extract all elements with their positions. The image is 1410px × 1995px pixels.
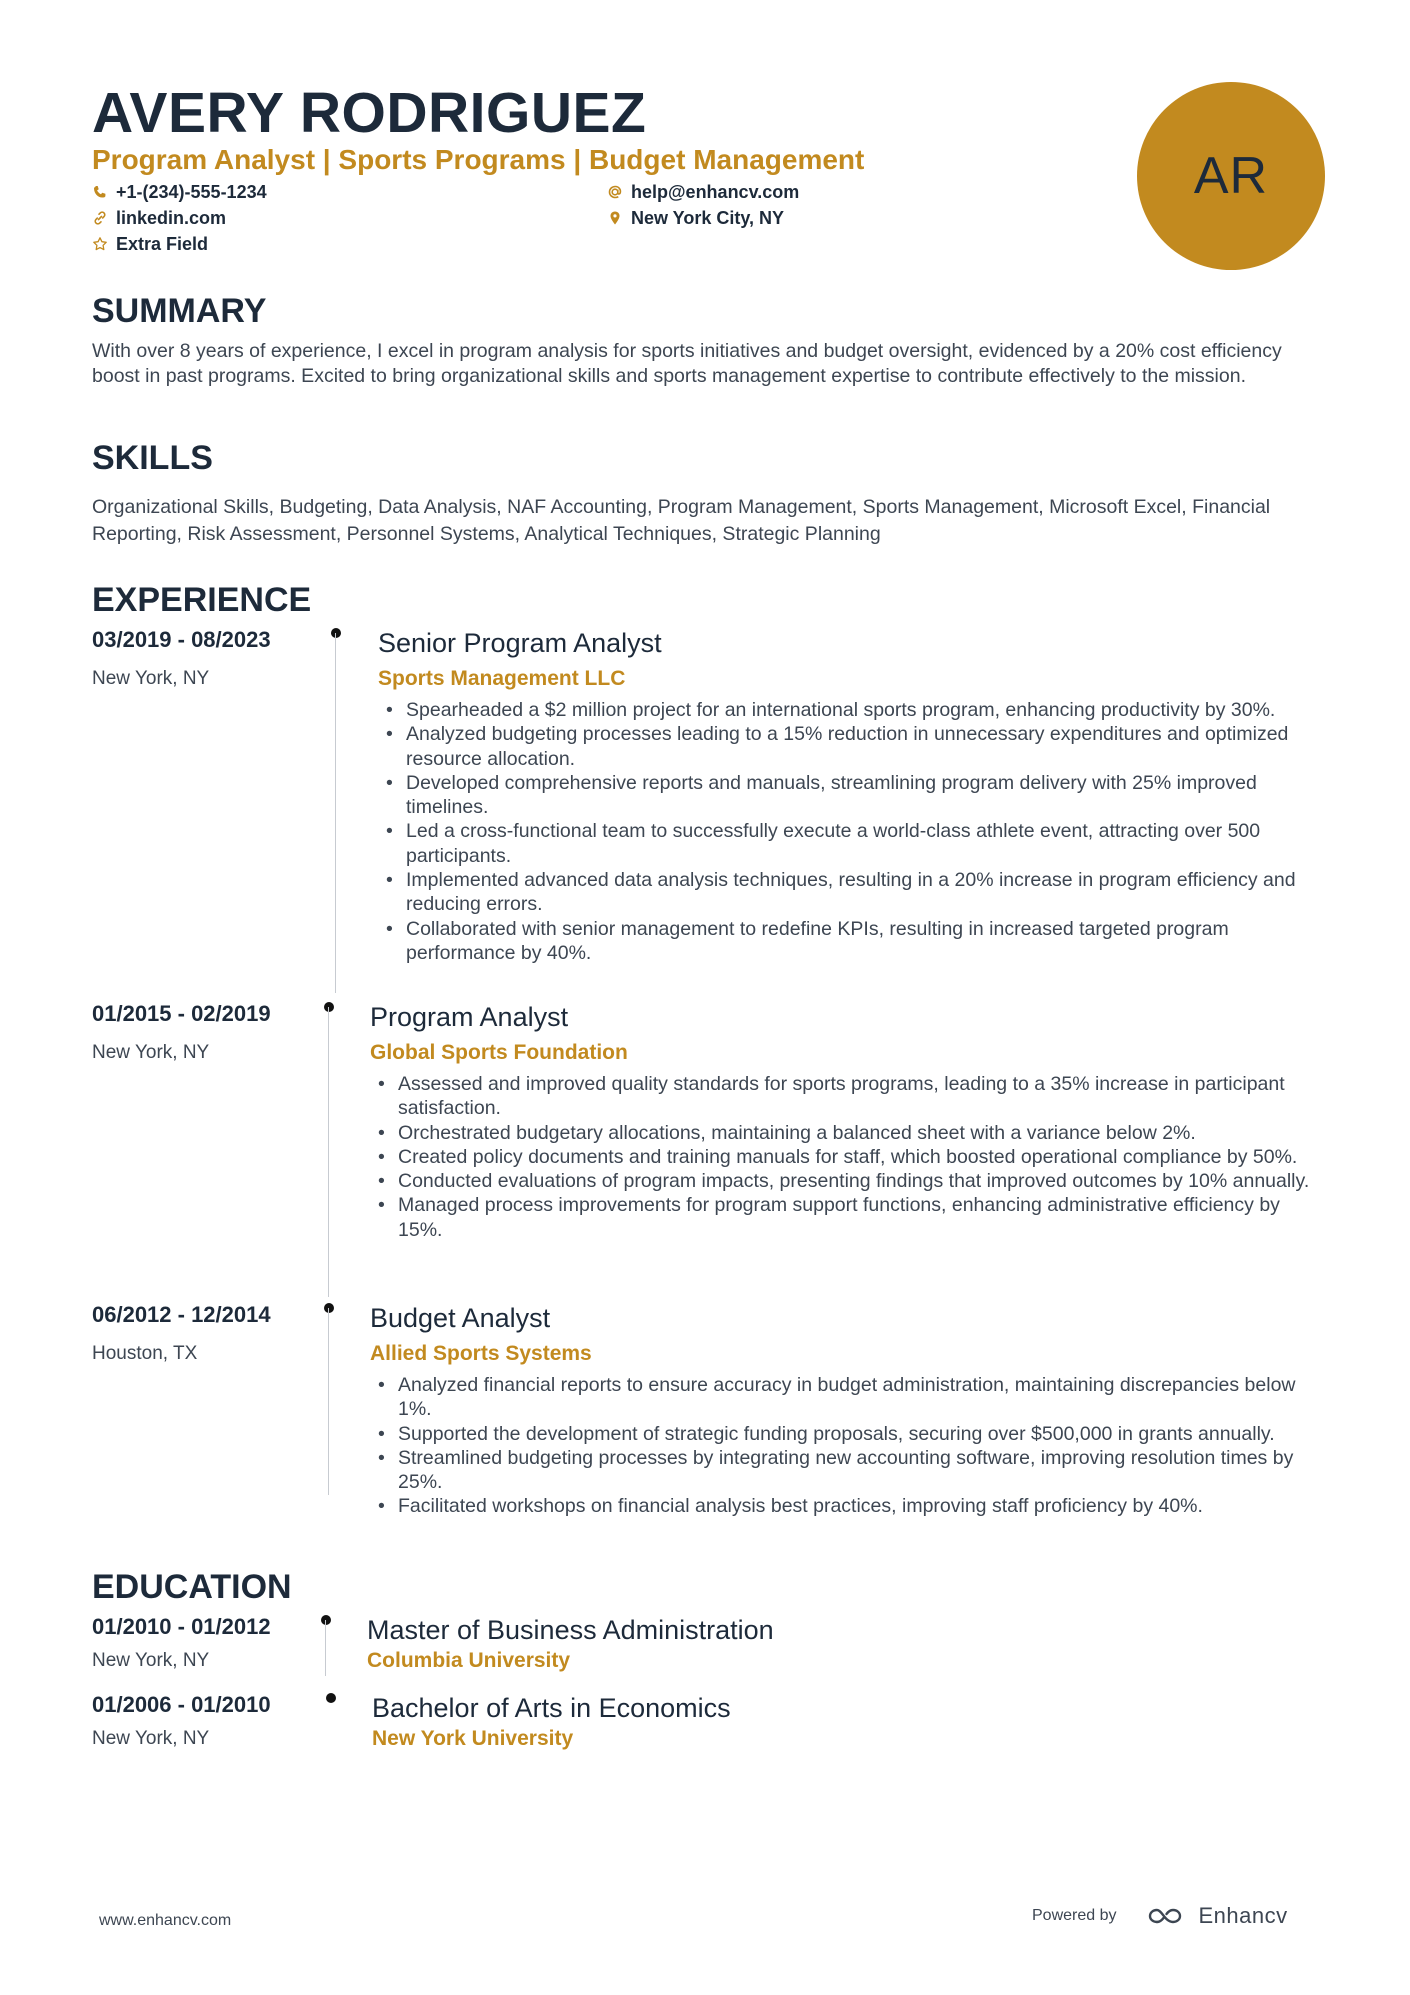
job-bullets bbox=[370, 1072, 1328, 1242]
enhancv-logo-icon bbox=[1143, 1905, 1191, 1927]
job-company: Sports Management LLC bbox=[378, 667, 626, 690]
timeline-dot bbox=[324, 1002, 334, 1012]
link-icon bbox=[92, 210, 108, 226]
phone-icon bbox=[92, 184, 108, 200]
timeline-dot bbox=[324, 1303, 334, 1313]
candidate-name: AVERY RODRIGUEZ bbox=[92, 81, 647, 145]
list-item: • Collaborated with senior management to redefine KPIs, resulting in increased targeted program performance by 40%. bbox=[378, 917, 1328, 966]
timeline-line bbox=[328, 1308, 329, 1495]
enhancv-logo bbox=[1143, 1903, 1288, 1929]
contact-extra bbox=[92, 232, 208, 256]
contact-phone[interactable] bbox=[92, 180, 267, 204]
email-text: help@enhancv.com bbox=[631, 182, 800, 202]
contact-linkedin[interactable] bbox=[92, 206, 226, 230]
contact-location bbox=[607, 206, 784, 230]
at-icon bbox=[607, 184, 623, 200]
job-location: New York, NY bbox=[92, 668, 210, 689]
skills-text: Organizational Skills, Budgeting, Data Analysis, NAF Accounting, Program Management, Sports Management, Microsoft Excel, Financial Reporting, Risk Assessment, Personnel Systems, Analytical Techniques, Strategic Planning bbox=[92, 496, 1271, 545]
list-item: • Created policy documents and training manuals for staff, which boosted operational compliance by 50%. bbox=[370, 1145, 1328, 1169]
linkedin-text: linkedin.com bbox=[116, 208, 227, 228]
list-item: • Developed comprehensive reports and manuals, streamlining program delivery with 25% improved timelines. bbox=[378, 771, 1328, 820]
edu-location: New York, NY bbox=[92, 1650, 210, 1671]
job-company: Global Sports Foundation bbox=[370, 1041, 628, 1064]
list-item: • Supported the development of strategic funding proposals, securing over $500,000 in grants annually. bbox=[370, 1422, 1328, 1446]
timeline-dot bbox=[326, 1693, 336, 1703]
edu-degree: Master of Business Administration bbox=[367, 1615, 774, 1645]
list-item: • Managed process improvements for program support functions, enhancing administrative efficiency by 15%. bbox=[370, 1193, 1328, 1242]
list-item: • Implemented advanced data analysis techniques, resulting in a 20% increase in program efficiency and reducing errors. bbox=[378, 868, 1328, 917]
powered-by-label: Powered by bbox=[1032, 1907, 1117, 1924]
job-company: Allied Sports Systems bbox=[370, 1342, 592, 1365]
extra-field-text: Extra Field bbox=[116, 234, 209, 254]
list-item: • Orchestrated budgetary allocations, maintaining a balanced sheet with a variance below 2%. bbox=[370, 1121, 1328, 1145]
experience-heading: EXPERIENCE bbox=[92, 581, 312, 619]
avatar bbox=[1137, 82, 1325, 270]
job-location: Houston, TX bbox=[92, 1343, 198, 1364]
summary-heading: SUMMARY bbox=[92, 292, 267, 330]
avatar-initials: AR bbox=[1193, 147, 1269, 205]
edu-dates: 01/2006 - 01/2010 bbox=[92, 1692, 271, 1717]
footer-branding bbox=[1032, 1903, 1288, 1929]
footer-website[interactable]: www.enhancv.com bbox=[99, 1912, 232, 1929]
list-item: • Led a cross-functional team to successfully execute a world-class athlete event, attracting over 500 participants. bbox=[378, 819, 1328, 868]
phone-text: +1-(234)-555-1234 bbox=[116, 182, 267, 202]
star-icon bbox=[92, 236, 108, 252]
edu-dates: 01/2010 - 01/2012 bbox=[92, 1614, 271, 1639]
timeline-line bbox=[335, 633, 336, 993]
job-dates: 01/2015 - 02/2019 bbox=[92, 1001, 271, 1026]
list-item: • Streamlined budgeting processes by integrating new accounting software, improving resolution times by 25%. bbox=[370, 1446, 1328, 1495]
edu-school: New York University bbox=[372, 1727, 574, 1750]
job-role: Budget Analyst bbox=[370, 1303, 551, 1333]
list-item: • Analyzed financial reports to ensure accuracy in budget administration, maintaining discrepancies below 1%. bbox=[370, 1373, 1328, 1422]
list-item: • Facilitated workshops on financial analysis best practices, improving staff proficiency by 40%. bbox=[370, 1494, 1328, 1518]
timeline-line bbox=[325, 1620, 326, 1676]
job-bullets bbox=[378, 698, 1328, 965]
list-item: • Spearheaded a $2 million project for an international sports program, enhancing productivity by 30%. bbox=[378, 698, 1328, 722]
list-item: • Assessed and improved quality standards for sports programs, leading to a 35% increase in participant satisfaction. bbox=[370, 1072, 1328, 1121]
brand-name: Enhancv bbox=[1198, 1903, 1288, 1928]
education-heading: EDUCATION bbox=[92, 1568, 292, 1606]
job-bullets bbox=[370, 1373, 1328, 1519]
edu-school: Columbia University bbox=[367, 1649, 571, 1672]
timeline-dot bbox=[321, 1615, 331, 1625]
skills-heading: SKILLS bbox=[92, 439, 213, 477]
timeline-dot bbox=[331, 628, 341, 638]
edu-degree: Bachelor of Arts in Economics bbox=[372, 1693, 731, 1723]
job-dates: 03/2019 - 08/2023 bbox=[92, 627, 271, 652]
location-text: New York City, NY bbox=[631, 208, 785, 228]
list-item: • Analyzed budgeting processes leading to a 15% reduction in unnecessary expenditures and optimized resource allocation. bbox=[378, 722, 1328, 771]
job-role: Program Analyst bbox=[370, 1002, 569, 1032]
location-pin-icon bbox=[607, 210, 623, 226]
edu-location: New York, NY bbox=[92, 1728, 210, 1749]
job-location: New York, NY bbox=[92, 1042, 210, 1063]
job-dates: 06/2012 - 12/2014 bbox=[92, 1302, 271, 1327]
summary-text: With over 8 years of experience, I excel in program analysis for sports initiatives and budget oversight, evidenced by a 20% cost efficiency boost in past programs. Excited to bring organizational skills and sports management expertise to contribute effectively to the mission. bbox=[92, 340, 1282, 387]
list-item: • Conducted evaluations of program impacts, presenting findings that improved outcomes by 10% annually. bbox=[370, 1169, 1328, 1193]
timeline-line bbox=[328, 1007, 329, 1297]
candidate-title: Program Analyst | Sports Programs | Budget Management bbox=[92, 144, 865, 175]
contact-email[interactable] bbox=[607, 180, 799, 204]
job-role: Senior Program Analyst bbox=[378, 628, 662, 658]
